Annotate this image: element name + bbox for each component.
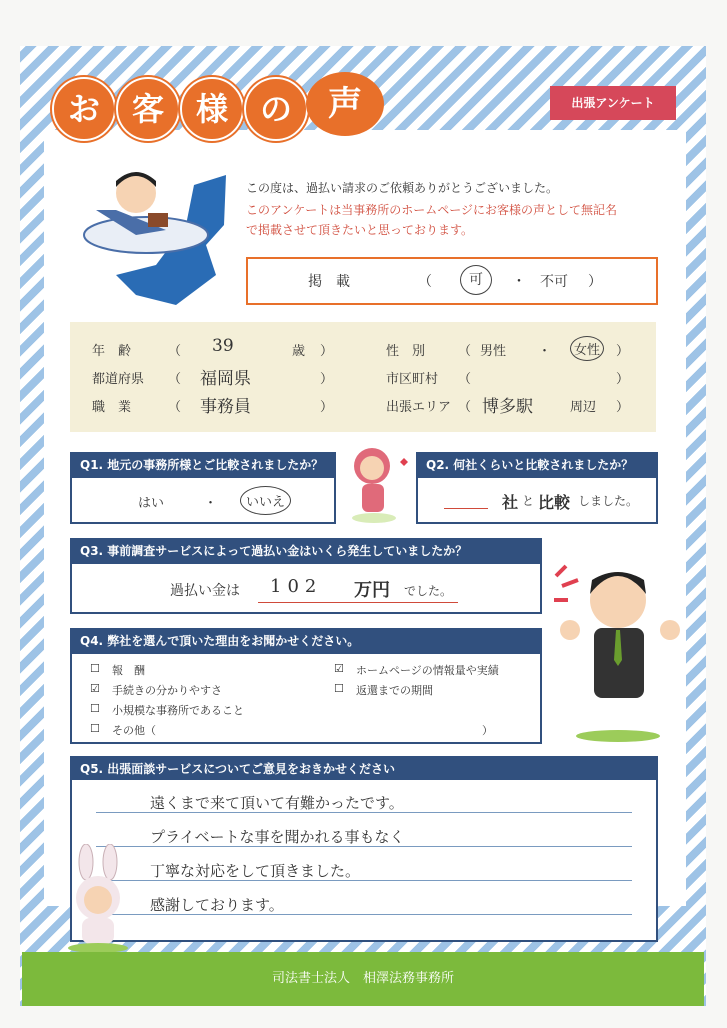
- q4-checkbox-website[interactable]: ☑: [334, 662, 344, 675]
- left-hand: [560, 620, 580, 640]
- right-hand: [660, 620, 680, 640]
- girl-illustration: [340, 444, 410, 528]
- gender-male: 男性: [480, 344, 507, 359]
- age-close-paren: ）: [320, 344, 334, 359]
- consent-no[interactable]: 不可: [540, 274, 568, 290]
- publication-consent-box: [246, 257, 658, 305]
- girl-face: [360, 456, 384, 480]
- q5-comment-line-3: 丁寧な対応をして頂きました。: [150, 862, 361, 880]
- occupation-value: 事務員: [200, 397, 251, 417]
- airplane-illustration: [76, 165, 236, 315]
- q4-checkbox-small-office[interactable]: ☐: [90, 702, 100, 715]
- q2-answer-box: [416, 476, 658, 524]
- q5-comment-line-1: 遠くまで来て頂いて有難かったです。: [150, 794, 404, 812]
- q4-label-fee: 報 酬: [112, 664, 145, 677]
- area-value: 博多駅: [482, 397, 533, 417]
- title-char-4: の: [244, 77, 308, 141]
- q1-yes[interactable]: はい: [138, 496, 165, 511]
- briefcase-icon: [148, 213, 168, 227]
- q2-suffix: しました。: [578, 494, 639, 508]
- q3-amount-underline: [258, 602, 458, 603]
- survey-badge: 出張アンケート: [550, 86, 676, 120]
- q1-answer-box: [70, 476, 336, 524]
- intro-line-3: で掲載させて頂きたいと思っております。: [246, 223, 474, 237]
- q3-prefix: 過払い金は: [170, 583, 240, 599]
- bunny-ear-right: [103, 844, 117, 880]
- q3-amount[interactable]: 102: [270, 576, 323, 597]
- age-open-paren: （: [168, 344, 182, 359]
- q4-label-other: その他（: [112, 724, 156, 737]
- bunny-ear-left: [79, 844, 93, 880]
- q1-no-circled[interactable]: いいえ: [240, 486, 291, 515]
- heart-icon: [400, 458, 408, 466]
- area-label: 出張エリア: [386, 400, 452, 415]
- q4-checkbox-other[interactable]: ☐: [90, 722, 100, 735]
- surprised-man-illustration: [552, 560, 692, 744]
- city-open-paren: （: [458, 372, 472, 387]
- q3-suffix: でした。: [404, 584, 453, 598]
- q5-comment-line-2: プライベートな事を聞かれる事もなく: [150, 828, 405, 846]
- pref-close-paren: ）: [320, 372, 334, 387]
- prefecture-label: 都道府県: [92, 372, 145, 387]
- area-close-paren: ）: [616, 400, 630, 415]
- city-close-paren: ）: [616, 372, 630, 387]
- title-char-5: 声: [306, 72, 384, 136]
- consent-close-paren: ）: [588, 274, 602, 290]
- title-char-1: お: [52, 77, 116, 141]
- q2-count-underline: [444, 508, 488, 509]
- girl-body: [362, 484, 384, 512]
- prefecture-value: 福岡県: [200, 369, 251, 389]
- job-open-paren: （: [168, 400, 182, 415]
- age-value: 39: [212, 336, 234, 356]
- intro-line-2: このアンケートは当事務所のホームページにお客様の声として無記名: [246, 203, 618, 217]
- consent-label: 掲 載: [308, 274, 350, 290]
- q4-checkbox-clarity[interactable]: ☑: [90, 682, 100, 695]
- occupation-label: 職 業: [92, 400, 132, 415]
- q4-checkbox-fee[interactable]: ☐: [90, 662, 100, 675]
- surprise-lines: [554, 566, 578, 600]
- q3-unit: 万円: [354, 580, 390, 601]
- q4-header: Q4. 弊社を選んで頂いた理由をお聞かせください。: [70, 628, 542, 654]
- bunny-body: [82, 918, 114, 944]
- consent-open-paren: （: [418, 274, 432, 290]
- gender-close-paren: ）: [616, 344, 630, 359]
- gender-female-circled: 女性: [570, 336, 604, 361]
- q3-header: Q3. 事前調査サービスによって過払い金はいくら発生していましたか？: [70, 538, 542, 564]
- q4-label-small-office: 小規模な事務所であること: [112, 704, 244, 717]
- intro-line-1: この度は、過払い請求のご依頼ありがとうございました。: [246, 181, 559, 195]
- gender-dot: ・: [538, 344, 552, 359]
- q4-other-close-paren: ）: [482, 724, 493, 737]
- q2-unit: 社: [502, 493, 519, 512]
- q1-header: Q1. 地元の事務所様とご比較されましたか？: [70, 452, 336, 478]
- footer-office-name: 司法書士法人 相澤法務事務所: [22, 952, 704, 1006]
- q4-label-clarity: 手続きの分かりやすさ: [112, 684, 222, 697]
- q3-answer-box: [70, 562, 542, 614]
- respondent-info-box: [70, 322, 656, 432]
- consent-dot: ・: [512, 274, 526, 290]
- city-label: 市区町村: [386, 372, 439, 387]
- title-char-2: 客: [116, 77, 180, 141]
- bunny-boy-illustration: [58, 844, 138, 954]
- q4-checkbox-period[interactable]: ☐: [334, 682, 344, 695]
- q2-header: Q2. 何社くらいと比較されましたか？: [416, 452, 658, 478]
- ground-shadow: [352, 513, 396, 523]
- q1-dot: ・: [204, 496, 218, 511]
- gender-label: 性 別: [386, 344, 426, 359]
- boy-face: [84, 886, 112, 914]
- age-label: 年 齢: [92, 344, 132, 359]
- q5-header: Q5. 出張面談サービスについてご意見をおきかせください: [70, 756, 658, 782]
- pref-open-paren: （: [168, 372, 182, 387]
- q2-and: と: [522, 494, 535, 508]
- age-unit: 歳: [292, 344, 306, 359]
- q2-compare: 比較: [538, 493, 571, 512]
- ground-shadow: [576, 730, 660, 742]
- gender-open-paren: （: [458, 344, 472, 359]
- area-open-paren: （: [458, 400, 472, 415]
- q4-label-period: 返還までの期間: [356, 684, 433, 697]
- consent-yes-circled[interactable]: 可: [460, 265, 492, 295]
- q4-answer-box: [70, 652, 542, 744]
- title-char-3: 様: [180, 77, 244, 141]
- area-suffix: 周辺: [570, 400, 597, 415]
- q5-comment-line-4: 感謝しております。: [150, 896, 284, 914]
- job-close-paren: ）: [320, 400, 334, 415]
- q4-label-website: ホームページの情報量や実績: [356, 664, 499, 677]
